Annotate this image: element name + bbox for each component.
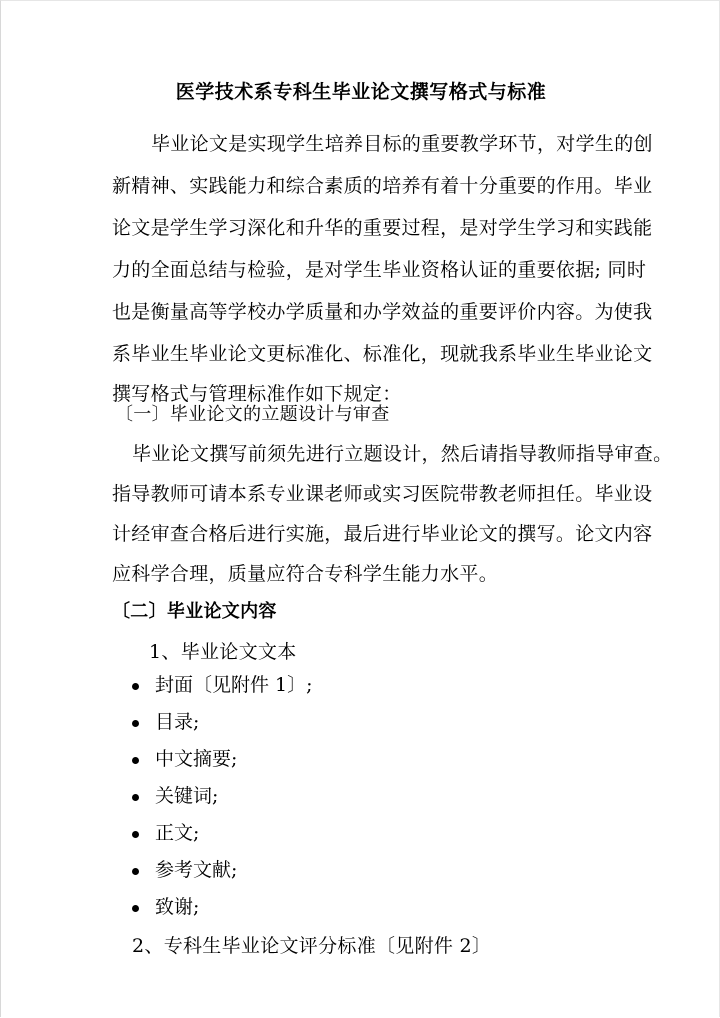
list-item: 关键词; [155,785,219,807]
bullet-icon [132,683,139,690]
intro-line-1: 毕业论文是实现学生培养目标的重要教学环节，对学生的创 [151,133,653,155]
bullet-icon [132,831,139,838]
intro-line-4: 力的全面总结与检验，是对学生毕业资格认证的重要依据; 同时 [112,259,647,281]
list-item: 正文; [155,822,200,844]
intro-line-7: 撰写格式与管理标准作如下规定： [112,383,402,405]
bullet-icon [132,720,139,727]
bullet-icon [132,757,139,764]
section1-line-4: 应科学合理，质量应符合专科学生能力水平。 [112,563,499,585]
intro-line-5: 也是衡量高等学校办学质量和办学效益的重要评价内容。为使我 [112,301,653,323]
document-title: 医学技术系专科生毕业论文撰写格式与标准 [175,81,547,103]
bullet-icon [132,905,139,912]
bullet-icon [132,794,139,801]
section1-heading: 〔一〕毕业论文的立题设计与审查 [115,404,390,425]
intro-line-6: 系毕业生毕业论文更标准化、标准化，现就我系毕业生毕业论文 [112,343,653,365]
intro-line-2: 新精神、实践能力和综合素质的培养有着十分重要的作用。毕业 [112,175,653,197]
list-item: 致谢; [155,896,200,918]
section1-line-1: 毕业论文撰写前须先进行立题设计，然后请指导教师指导审查。 [132,443,673,465]
intro-line-3: 论文是学生学习深化和升华的重要过程，是对学生学习和实践能 [112,217,653,239]
section2-sub2: 2、专科生毕业论文评分标准〔见附件 2〕 [132,935,492,957]
list-item: 参考文献; [155,859,238,881]
section1-line-2: 指导教师可请本系专业课老师或实习医院带教老师担任。毕业设 [112,483,653,505]
bullet-icon [132,868,139,875]
section1-line-3: 计经审查合格后进行实施，最后进行毕业论文的撰写。论文内容 [112,523,653,545]
section2-heading: 〔二〕毕业论文内容 [112,601,277,622]
list-item: 中文摘要; [155,748,238,770]
section2-sub1: 1、毕业论文文本 [149,641,297,663]
list-item: 目录; [155,711,200,733]
list-item: 封面〔见附件 1〕; [155,674,313,696]
